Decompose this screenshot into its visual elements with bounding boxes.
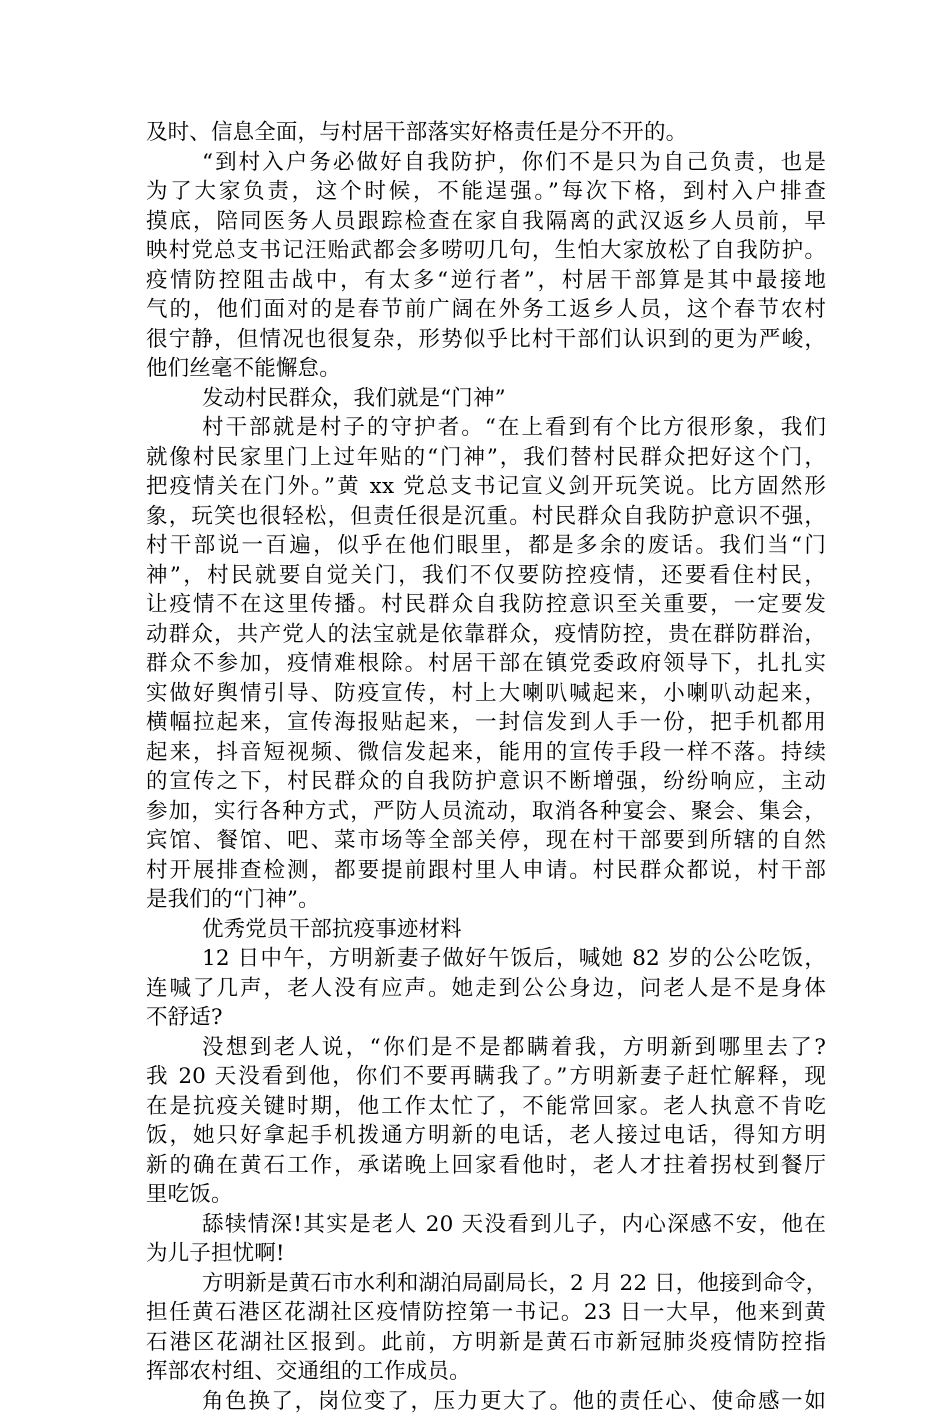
- text-line: 村开展排查检测，都要提前跟村里人申请。村民群众都说，村干部: [146, 856, 826, 886]
- text-line: 担任黄石港区花湖社区疫情防控第一书记。23 日一大早，他来到黄: [146, 1298, 826, 1328]
- text-line: 没想到老人说，“你们是不是都瞒着我，方明新到哪里去了?: [146, 1033, 826, 1063]
- text-line: 参加，实行各种方式，严防人员流动，取消各种宴会、聚会、集会，: [146, 797, 826, 827]
- text-line: 是我们的“门神”。: [146, 885, 826, 915]
- text-line: 起来，抖音短视频、微信发起来，能用的宣传手段一样不落。持续: [146, 738, 826, 768]
- text-line: 很宁静，但情况也很复杂，形势似乎比村干部们认识到的更为严峻，: [146, 325, 826, 355]
- text-line: 让疫情不在这里传播。村民群众自我防控意识至关重要，一定要发: [146, 590, 826, 620]
- text-line: 优秀党员干部抗疫事迹材料: [146, 915, 826, 945]
- text-line: 象，玩笑也很轻松，但责任很是沉重。村民群众自我防护意识不强，: [146, 502, 826, 532]
- text-line: 12 日中午，方明新妻子做好午饭后，喊她 82 岁的公公吃饭，: [146, 944, 826, 974]
- text-line: 气的，他们面对的是春节前广阔在外务工返乡人员，这个春节农村: [146, 295, 826, 325]
- text-line: 不舒适?: [146, 1003, 826, 1033]
- text-line: 把疫情关在门外。”黄 xx 党总支书记宣义剑开玩笑说。比方固然形: [146, 472, 826, 502]
- text-line: 映村党总支书记汪贻武都会多唠叨几句，生怕大家放松了自我防护。: [146, 236, 826, 266]
- text-line: 村干部说一百遍，似乎在他们眼里，都是多余的废话。我们当“门: [146, 531, 826, 561]
- text-line: 神”，村民就要自觉关门，我们不仅要防控疫情，还要看住村民，: [146, 561, 826, 591]
- text-line: 饭，她只好拿起手机拨通方明新的电话，老人接过电话，得知方明: [146, 1121, 826, 1151]
- text-line: 及时、信息全面，与村居干部落实好格责任是分不开的。: [146, 118, 826, 148]
- text-line: 摸底，陪同医务人员跟踪检查在家自我隔离的武汉返乡人员前，早: [146, 207, 826, 237]
- text-line: 新的确在黄石工作，承诺晚上回家看他时，老人才拄着拐杖到餐厅: [146, 1151, 826, 1181]
- text-line: 在是抗疫关键时期，他工作太忙了，不能常回家。老人执意不肯吃: [146, 1092, 826, 1122]
- text-line: 宾馆、餐馆、吧、菜市场等全部关停，现在村干部要到所辖的自然: [146, 826, 826, 856]
- text-line: 石港区花湖社区报到。此前，方明新是黄石市新冠肺炎疫情防控指: [146, 1328, 826, 1358]
- text-line: 为儿子担忧啊!: [146, 1239, 826, 1269]
- text-line: 方明新是黄石市水利和湖泊局副局长，2 月 22 日，他接到命令，: [146, 1269, 826, 1299]
- text-line: 实做好舆情引导、防疫宣传，村上大喇叭喊起来，小喇叭动起来，: [146, 679, 826, 709]
- text-line: 发动村民群众，我们就是“门神”: [146, 384, 826, 414]
- text-line: 疫情防控阻击战中，有太多“逆行者”，村居干部算是其中最接地: [146, 266, 826, 296]
- text-line: 就像村民家里门上过年贴的“门神”，我们替村民群众把好这个门，: [146, 443, 826, 473]
- text-line: 连喊了几声，老人没有应声。她走到公公身边，问老人是不是身体: [146, 974, 826, 1004]
- text-line: 的宣传之下，村民群众的自我防护意识不断增强，纷纷响应，主动: [146, 767, 826, 797]
- text-line: 我 20 天没看到他，你们不要再瞒我了。”方明新妻子赶忙解释，现: [146, 1062, 826, 1092]
- text-line: 挥部农村组、交通组的工作成员。: [146, 1357, 826, 1387]
- text-line: 角色换了，岗位变了，压力更大了。他的责任心、使命感一如: [146, 1387, 826, 1416]
- text-line: 村干部就是村子的守护者。“在上看到有个比方很形象，我们: [146, 413, 826, 443]
- text-line: 他们丝毫不能懈怠。: [146, 354, 826, 384]
- text-line: 群众不参加，疫情难根除。村居干部在镇党委政府领导下，扎扎实: [146, 649, 826, 679]
- text-line: 里吃饭。: [146, 1180, 826, 1210]
- text-line: “到村入户务必做好自我防护，你们不是只为自己负责，也是: [146, 148, 826, 178]
- document-page: [146, 118, 826, 1416]
- text-line: 动群众，共产党人的法宝就是依靠群众，疫情防控，贵在群防群治，: [146, 620, 826, 650]
- text-line: 舔犊情深!其实是老人 20 天没看到儿子，内心深感不安，他在: [146, 1210, 826, 1240]
- text-line: 横幅拉起来，宣传海报贴起来，一封信发到人手一份，把手机都用: [146, 708, 826, 738]
- text-line: 为了大家负责，这个时候，不能逞强。”每次下格，到村入户排查: [146, 177, 826, 207]
